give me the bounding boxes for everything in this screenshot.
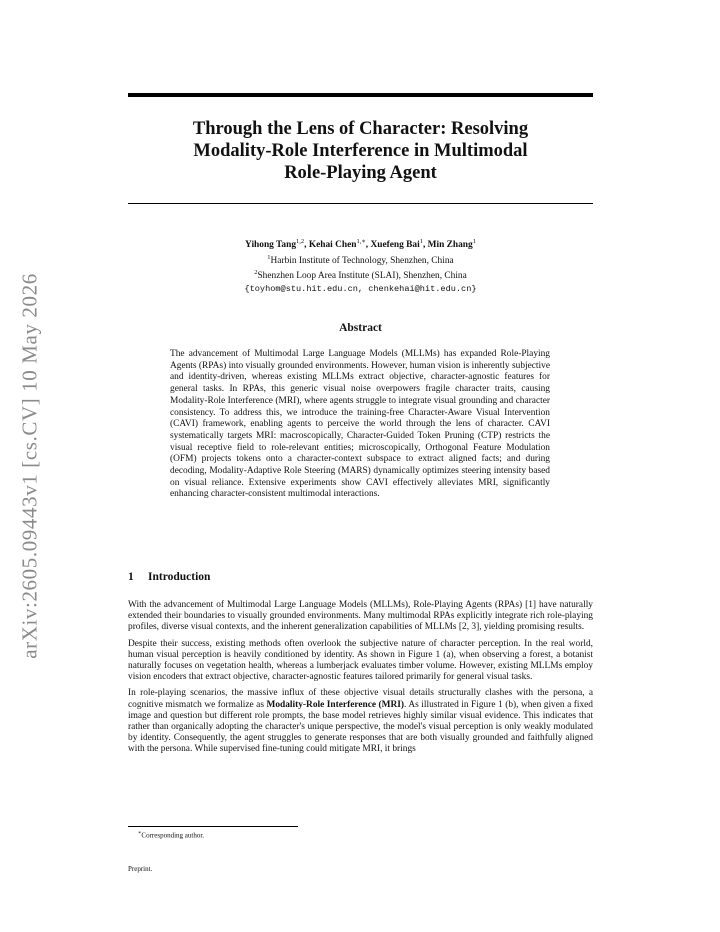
author-name: Xuefeng Bai [370, 240, 420, 251]
title-line: Role-Playing Agent [284, 163, 437, 183]
author-list: Yihong Tang$^{1,2}$, Kehai Chen$^{1,∗}$, Xuefeng Bai$^1$, Min Zhang$^1$ [245, 238, 476, 251]
footnote-mark: ∗ [138, 831, 142, 836]
section-number: 1 [128, 571, 134, 583]
paragraph [128, 688, 593, 755]
author-name: Kehai Chen [308, 240, 357, 251]
author-affiliation-mark: 1,2 [296, 238, 305, 245]
author-affiliation-mark: 1,∗ [356, 238, 366, 245]
affiliation [128, 267, 593, 283]
footnote [138, 830, 204, 839]
affiliation-text: Shenzhen Loop Area Institute (SLAI), Shenzhen, China [257, 271, 467, 282]
footnote-text: Corresponding author. [141, 831, 205, 840]
arxiv-identifier: arXiv:2605.09443v1 [cs.CV] 10 May 2026 [17, 273, 42, 659]
title-line: Modality-Role Interference in Multimodal [193, 141, 528, 161]
paragraph: Despite their success, existing methods often overlook the subjective nature of character perception. In the real world, human visual perception is heavily conditioned by identity. As shown in Figure 1 (a), when observing a forest, a botanist naturally focuses on vegetation health, whereas a lumberjack evaluates timber volume. However, existing MLLMs employ vision encoders that extract objective, character-agnostic features tailored primarily for general visual tasks. [128, 638, 593, 683]
preprint-label: Preprint. [128, 865, 153, 873]
author-block [128, 236, 593, 295]
abstract-heading: Abstract [339, 322, 382, 334]
introduction-body [128, 600, 593, 761]
affiliation-mark: 2 [254, 269, 258, 277]
abstract-text: The advancement of Multimodal Large Language Models (MLLMs) has expanded Role-Playing Agents (RPAs) into visually grounded environments. However, human vision is inherently subjective and identity-driven, whereas existing MLLMs extract objective, character-agnostic features for general tasks. In RPAs, this generic visual noise overpowers fragile character traits, causing Modality-Role Interference (MRI), where agents struggle to integrate visual grounding and character consistency. To address this, we introduce the training-free Character-Aware Visual Intervention (CAVI) framework, enabling agents to perceive the world through the lens of character. CAVI systematically targets MRI: macroscopically, Character-Guided Token Pruning (CTP) restricts the visual receptive field to role-relevant entities; microscopically, Orthogonal Feature Modulation (OFM) projects tokens onto a character-context subspace to extract aligned facts; and during decoding, Modality-Adaptive Role Steering (MARS) dynamically optimizes steering intensity based on visual reliance. Extensive experiments show CAVI effectively alleviates MRI, significantly enhancing character-consistent multimodal interactions. [170, 349, 550, 500]
affiliation [128, 252, 593, 268]
affiliation-mark: 1 [267, 253, 271, 261]
affiliation-text: Harbin Institute of Technology, Shenzhen, China [270, 255, 454, 266]
author-emails: {toyhom@stu.hit.edu.cn, chenkehai@hit.edu.cn} [244, 283, 477, 294]
author-name: Min Zhang [427, 240, 473, 251]
title-top-rule [128, 93, 593, 97]
author-affiliation-mark: 1 [419, 238, 423, 245]
title-bottom-rule [128, 203, 593, 204]
term-highlight: Modality-Role Interference (MRI) [266, 699, 405, 710]
author-affiliation-mark: 1 [472, 238, 476, 245]
footnote-rule [128, 826, 298, 827]
paragraph: With the advancement of Multimodal Large Language Models (MLLMs), Role-Playing Agents (RPAs) [1] have naturally extended their boundaries to visually grounded environments. Many multimodal RPAs explicitly integrate rich role-playing profiles, diverse visual contexts, and the inherent generalization capabilities of MLLMs [2, 3], yielding promising results. [128, 600, 593, 633]
section-heading [128, 571, 210, 583]
section-title: Introduction [148, 571, 211, 583]
paragraph-text: . As illustrated in Figure 1 (b), when given a fixed image and question but different role prompts, the base model retrieves highly similar visual evidence. This indicates that rather than organically adopting the character's unique perspective, the model's visual perception is only weakly modulated by identity. Consequently, the agent struggles to generate responses that are both visually grounded and faithfully aligned with the persona. While supervised fine-tuning could mitigate MRI, it brings [128, 699, 593, 755]
paper-title [128, 118, 593, 184]
author-name: Yihong Tang [245, 240, 297, 251]
paragraph-text: In role-playing scenarios, the massive influx of these objective visual details structurally clashes with the persona, a cognitive mismatch we formalize as [128, 688, 593, 710]
title-line: Through the Lens of Character: Resolving [192, 119, 529, 139]
